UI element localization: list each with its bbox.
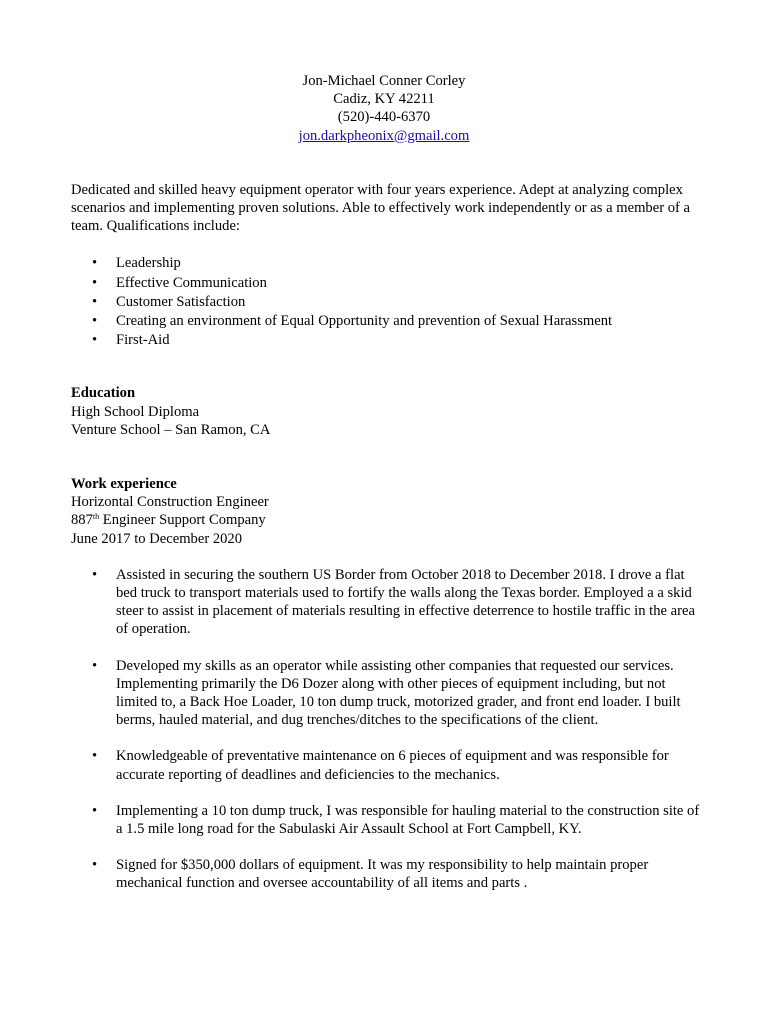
duty-item: • Assisted in securing the southern US Border from October 2018 to December 2018. I drove a flat bed truck to transport materials used to fortify the walls along the Texas border. Employed a a skid steer to assist in placement of materials resulting in effective deterrence to hostile traffic in the area of operation. bbox=[71, 566, 701, 639]
unit-number: 887 bbox=[71, 512, 93, 529]
applicant-phone: (520)-440-6370 bbox=[337, 109, 431, 126]
education-section bbox=[71, 384, 701, 439]
unit-ordinal-suffix: th bbox=[92, 512, 100, 522]
duty-item: • Implementing a 10 ton dump truck, I was responsible for hauling material to the construction site of a 1.5 mile long road for the Sabulaski Air Assault School at Fort Campbell, KY. bbox=[71, 802, 701, 838]
contact-header bbox=[71, 72, 697, 145]
applicant-location: Cadiz, KY 42211 bbox=[333, 91, 435, 108]
duty-item: • Developed my skills as an operator while assisting other companies that requested our services. Implementing primarily the D6 Dozer along with other pieces of equipment including, but not limited to, a Back Hoe Loader, 10 ton dump truck, motorized grader, and front end loader. I built berms, hauled material, and dug trenches/ditches to the specifications of the client. bbox=[71, 657, 701, 730]
resume-page bbox=[71, 72, 701, 911]
duty-item: • Signed for $350,000 dollars of equipment. It was my responsibility to help maintain proper mechanical function and oversee accountability of all items and parts . bbox=[71, 856, 701, 892]
qualification-item: • Customer Satisfaction bbox=[71, 293, 701, 312]
qualification-item: • First-Aid bbox=[71, 331, 701, 350]
job-title: Horizontal Construction Engineer bbox=[71, 494, 269, 511]
qualification-item: • Creating an environment of Equal Opportunity and prevention of Sexual Harassment bbox=[71, 312, 701, 331]
work-duties-list bbox=[71, 566, 701, 893]
job-unit bbox=[71, 511, 701, 529]
job-dates: June 2017 to December 2020 bbox=[71, 530, 243, 547]
applicant-name: Jon-Michael Conner Corley bbox=[302, 73, 466, 89]
work-section bbox=[71, 475, 701, 893]
work-heading: Work experience bbox=[71, 475, 177, 492]
education-degree: High School Diploma bbox=[71, 403, 200, 420]
qualification-item: • Leadership bbox=[71, 254, 701, 273]
duty-item: • Knowledgeable of preventative maintenance on 6 pieces of equipment and was responsible for accurate reporting of deadlines and deficiencies to the mechanics. bbox=[71, 747, 701, 783]
education-heading: Education bbox=[71, 385, 136, 402]
qualifications-list bbox=[71, 254, 701, 350]
qualification-item: • Effective Communication bbox=[71, 274, 701, 293]
summary-paragraph: Dedicated and skilled heavy equipment operator with four years experience. Adept at analyzing complex scenarios and implementing proven solutions. Able to effectively work independently or as a member of a team. Qualifications include: bbox=[71, 181, 690, 235]
education-school: Venture School – San Ramon, CA bbox=[71, 421, 271, 438]
email-link[interactable]: jon.darkpheonix@gmail.com bbox=[298, 127, 470, 144]
unit-name: Engineer Support Company bbox=[99, 512, 266, 529]
